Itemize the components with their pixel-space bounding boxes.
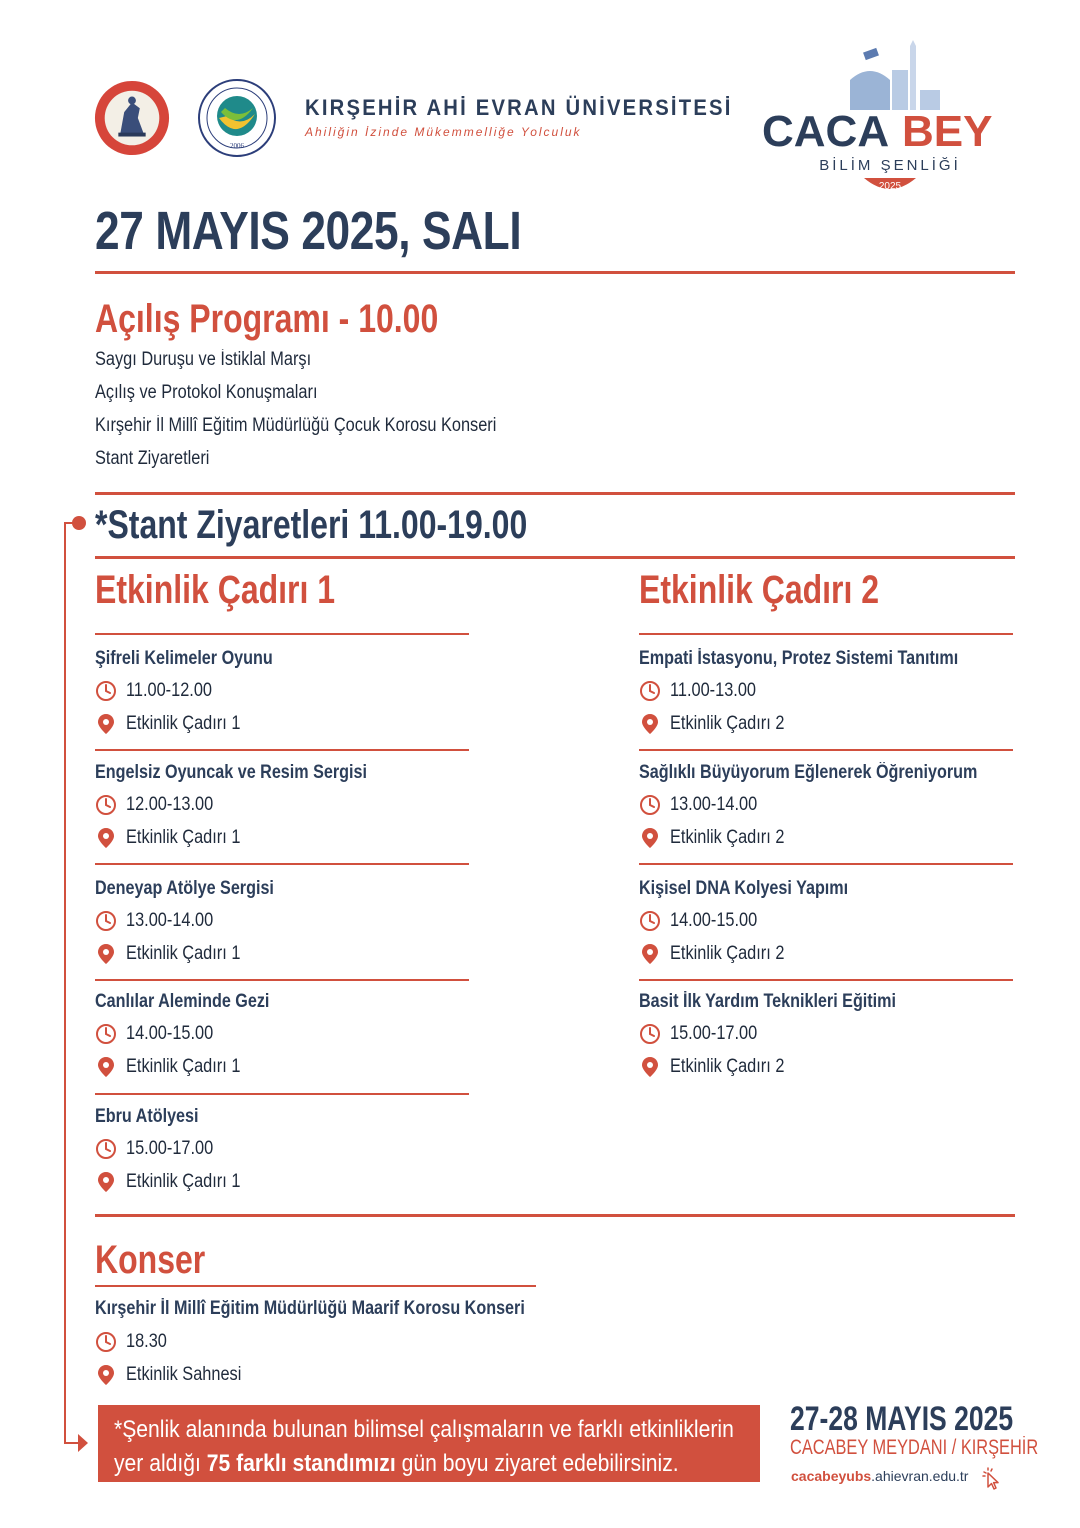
university-seal-logo xyxy=(197,78,277,158)
location-pin-icon xyxy=(95,1171,117,1193)
opening-line: Açılış ve Protokol Konuşmaları xyxy=(95,382,318,403)
logo-subtitle: BİLİM ŞENLİĞİ xyxy=(819,157,961,174)
clock-icon xyxy=(95,910,117,932)
location-pin-icon xyxy=(639,943,661,965)
divider xyxy=(95,979,469,981)
opening-line: Saygı Duruşu ve İstiklal Marşı xyxy=(95,349,312,370)
event-place: Etkinlik Çadırı 2 xyxy=(639,713,803,735)
clock-icon xyxy=(639,910,661,932)
divider xyxy=(639,749,1013,751)
event-time: 11.00-12.00 xyxy=(95,680,226,702)
event-time: 12.00-13.00 xyxy=(95,794,227,816)
city-skyline-icon xyxy=(850,40,940,110)
event-title: Sağlıklı Büyüyorum Eğlenerek Öğreniyorum xyxy=(639,762,978,783)
festival-venue: CACABEY MEYDANI / KIRŞEHİR xyxy=(790,1436,1039,1459)
event-time: 15.00-17.00 xyxy=(639,1023,771,1045)
clock-icon xyxy=(639,794,661,816)
event-time: 13.00-14.00 xyxy=(639,794,771,816)
clock-icon xyxy=(95,1138,117,1160)
logo-word-bey: BEY xyxy=(902,107,993,156)
banner-line-2: yer aldığı 75 farklı standımızı gün boyu ziyaret edebilirsiniz. xyxy=(114,1450,679,1477)
website-link[interactable]: cacabeyubs.ahievran.edu.tr xyxy=(791,1468,969,1484)
clock-icon xyxy=(95,1023,117,1045)
tent1-title: Etkinlik Çadırı 1 xyxy=(95,568,336,612)
divider xyxy=(639,863,1013,865)
event-place: Etkinlik Çadırı 2 xyxy=(639,943,803,965)
university-name: KIRŞEHİR AHİ EVRAN ÜNİVERSİTESİ xyxy=(305,95,733,120)
concert-title: Konser xyxy=(95,1238,206,1282)
university-motto: Ahiliğin İzinde Mükemmelliğe Yolculuk xyxy=(305,125,582,139)
event-place: Etkinlik Çadırı 1 xyxy=(95,827,259,849)
event-place: Etkinlik Çadırı 1 xyxy=(95,1056,259,1078)
divider xyxy=(95,271,1015,274)
event-place: Etkinlik Çadırı 2 xyxy=(639,827,803,849)
event-title: Basit İlk Yardım Teknikleri Eğitimi xyxy=(639,991,897,1012)
timeline-arrow-icon xyxy=(78,1434,88,1452)
event-title: Ebru Atölyesi xyxy=(95,1106,199,1127)
divider xyxy=(639,979,1013,981)
event-place: Etkinlik Çadırı 1 xyxy=(95,1171,259,1193)
location-pin-icon xyxy=(639,827,661,849)
event-time: 18.30 xyxy=(95,1331,174,1353)
location-pin-icon xyxy=(95,713,117,735)
event-place: Etkinlik Çadırı 2 xyxy=(639,1056,803,1078)
event-time: 15.00-17.00 xyxy=(95,1138,227,1160)
location-pin-icon xyxy=(95,827,117,849)
logo-word-caca: CACA xyxy=(762,107,890,156)
event-place: Etkinlik Çadırı 1 xyxy=(95,713,259,735)
day-title: 27 MAYIS 2025, SALI xyxy=(95,201,522,261)
event-title: Kırşehir İl Millî Eğitim Müdürlüğü Maarif Korosu Konseri xyxy=(95,1298,525,1319)
divider xyxy=(95,749,469,751)
stand-visits-title: *Stant Ziyaretleri 11.00-19.00 xyxy=(95,503,528,547)
timeline-bracket xyxy=(64,522,84,1444)
clock-icon xyxy=(639,1023,661,1045)
location-pin-icon xyxy=(95,1056,117,1078)
event-title: Canlılar Aleminde Gezi xyxy=(95,991,270,1012)
logo-year: 2025 xyxy=(878,181,902,192)
location-pin-icon xyxy=(639,1056,661,1078)
divider xyxy=(95,556,1015,559)
divider xyxy=(639,633,1013,635)
info-banner xyxy=(98,1405,760,1482)
event-title: Kişisel DNA Kolyesi Yapımı xyxy=(639,878,849,899)
event-time: 13.00-14.00 xyxy=(95,910,227,932)
event-title: Empati İstasyonu, Protez Sistemi Tanıtımı xyxy=(639,648,959,669)
divider xyxy=(95,633,469,635)
timeline-dot xyxy=(72,516,86,530)
festival-dates: 27-28 MAYIS 2025 xyxy=(790,1400,1014,1438)
tent2-title: Etkinlik Çadırı 2 xyxy=(639,568,880,612)
event-time: 14.00-15.00 xyxy=(639,910,771,932)
event-title: Şifreli Kelimeler Oyunu xyxy=(95,648,273,669)
banner-line-1: *Şenlik alanında bulunan bilimsel çalışmaların ve farklı etkinliklerin xyxy=(114,1416,734,1443)
clock-icon xyxy=(95,1331,117,1353)
location-pin-icon xyxy=(95,943,117,965)
divider xyxy=(95,863,469,865)
location-pin-icon xyxy=(639,713,661,735)
event-time: 14.00-15.00 xyxy=(95,1023,227,1045)
event-time: 11.00-13.00 xyxy=(639,680,770,702)
divider xyxy=(95,1285,536,1287)
location-pin-icon xyxy=(95,1364,117,1386)
divider xyxy=(95,492,1015,495)
cacabey-festival-logo xyxy=(760,40,1020,200)
event-place: Etkinlik Çadırı 1 xyxy=(95,943,259,965)
clock-icon xyxy=(95,680,117,702)
clock-icon xyxy=(639,680,661,702)
opening-line: Stant Ziyaretleri xyxy=(95,448,210,469)
svg-text:2006: 2006 xyxy=(230,142,244,150)
event-title: Engelsiz Oyuncak ve Resim Sergisi xyxy=(95,762,367,783)
clock-icon xyxy=(95,794,117,816)
divider xyxy=(95,1214,1015,1217)
event-place: Etkinlik Sahnesi xyxy=(95,1364,260,1386)
event-title: Deneyap Atölye Sergisi xyxy=(95,878,274,899)
divider xyxy=(95,1093,469,1095)
governorship-seal-logo xyxy=(93,78,171,158)
opening-line: Kırşehir İl Millî Eğitim Müdürlüğü Çocuk Korosu Konseri xyxy=(95,415,497,436)
opening-title: Açılış Programı - 10.00 xyxy=(95,297,439,341)
cursor-click-icon xyxy=(980,1466,1004,1490)
